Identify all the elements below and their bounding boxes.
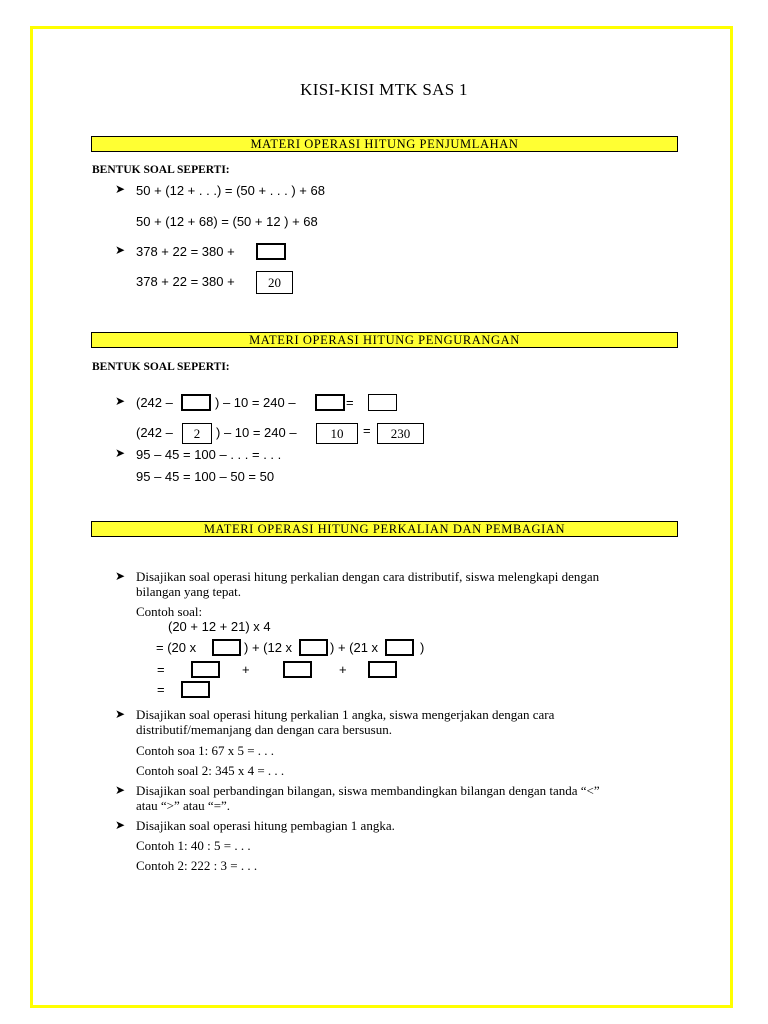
pengurangan-answer-1-part1: (242 – [136,425,173,440]
distributive-row-1-part-b: ) + (12 x [244,640,293,655]
arrowhead-bullet-icon: ➤ [115,707,126,721]
distributive-row-1-part-a: = (20 x [156,640,197,655]
distributive-row-2-plus-2: + [339,662,347,677]
pengurangan-question-1-part2: ) – 10 = 240 – [215,395,296,410]
answer-blank-box [181,681,210,698]
arrowhead-bullet-icon: ➤ [115,446,126,460]
perkalian-item-2-example-2: Contoh soal 2: 345 x 4 = . . . [136,763,285,778]
arrowhead-bullet-icon: ➤ [115,394,126,408]
perkalian-item-2-example-1: Contoh soa 1: 67 x 5 = . . . [136,743,275,758]
perkalian-item-4 [136,818,681,833]
perkalian-item-3-line-2: atau “>” atau “=”. [136,798,231,813]
answer-box-filled: 230 [377,423,424,444]
distributive-row-2-equals: = [157,662,165,677]
perkalian-item-4-example-2: Contoh 2: 222 : 3 = . . . [136,858,258,873]
section-label-penjumlahan: BENTUK SOAL SEPERTI: [92,164,230,176]
penjumlahan-question-1: 50 + (12 + . . .) = (50 + . . . ) + 68 [136,183,325,198]
arrowhead-bullet-icon: ➤ [115,569,126,583]
section-label-pengurangan: BENTUK SOAL SEPERTI: [92,361,230,373]
perkalian-item-4-line-1: Disajikan soal operasi hitung pembagian 1 angka. [136,818,395,833]
arrowhead-bullet-icon: ➤ [115,182,126,196]
answer-blank-box [191,661,220,678]
distributive-row-1-part-c: ) + (21 x [330,640,379,655]
perkalian-item-2 [136,707,681,737]
penjumlahan-question-2: 378 + 22 = 380 + [136,244,235,259]
arrowhead-bullet-icon: ➤ [115,818,126,832]
answer-blank-box [385,639,414,656]
perkalian-item-1-line-1: Disajikan soal operasi hitung perkalian dengan cara distributif, siswa melengkapi dengan [136,569,600,584]
answer-box-filled: 2 [182,423,212,444]
contoh-soal-label: Contoh soal: [136,604,203,619]
answer-blank-box [368,661,397,678]
answer-blank-box [212,639,241,656]
answer-blank-box [315,394,345,411]
perkalian-item-1 [136,569,681,599]
answer-blank-box [283,661,312,678]
pengurangan-question-2: 95 – 45 = 100 – . . . = . . . [136,447,282,462]
penjumlahan-answer-2: 378 + 22 = 380 + [136,274,235,289]
perkalian-item-2-line-1: Disajikan soal operasi hitung perkalian 1 angka, siswa mengerjakan dengan cara [136,707,555,722]
pengurangan-question-1-part1: (242 – [136,395,173,410]
perkalian-item-3 [136,783,681,813]
penjumlahan-answer-1: 50 + (12 + 68) = (50 + 12 ) + 68 [136,214,318,229]
answer-blank-box [299,639,328,656]
arrowhead-bullet-icon: ➤ [115,783,126,797]
section-header-pengurangan: MATERI OPERASI HITUNG PENGURANGAN [91,332,678,348]
contoh-expression: (20 + 12 + 21) x 4 [168,619,271,634]
perkalian-item-2-line-2: distributif/memanjang dan dengan cara bersusun. [136,722,392,737]
pengurangan-answer-1-part3: = [363,423,371,438]
perkalian-item-3-line-1: Disajikan soal perbandingan bilangan, siswa membandingkan bilangan dengan tanda “<” [136,783,600,798]
distributive-row-2-plus-1: + [242,662,250,677]
answer-blank-box [181,394,211,411]
answer-blank-box [256,243,286,260]
distributive-row-1-part-d: ) [420,640,425,655]
answer-blank-box [368,394,397,411]
answer-box-filled: 10 [316,423,358,444]
arrowhead-bullet-icon: ➤ [115,243,126,257]
distributive-row-3-equals: = [157,682,165,697]
section-header-perkalian: MATERI OPERASI HITUNG PERKALIAN DAN PEMBAGIAN [91,521,678,537]
pengurangan-answer-1-part2: ) – 10 = 240 – [216,425,297,440]
answer-box-filled: 20 [256,271,293,294]
pengurangan-question-1-part3: = [346,395,354,410]
section-header-penjumlahan: MATERI OPERASI HITUNG PENJUMLAHAN [91,136,678,152]
perkalian-item-1-line-2: bilangan yang tepat. [136,584,242,599]
perkalian-item-4-example-1: Contoh 1: 40 : 5 = . . . [136,838,251,853]
pengurangan-answer-2: 95 – 45 = 100 – 50 = 50 [136,469,275,484]
page-title: KISI-KISI MTK SAS 1 [300,80,468,99]
